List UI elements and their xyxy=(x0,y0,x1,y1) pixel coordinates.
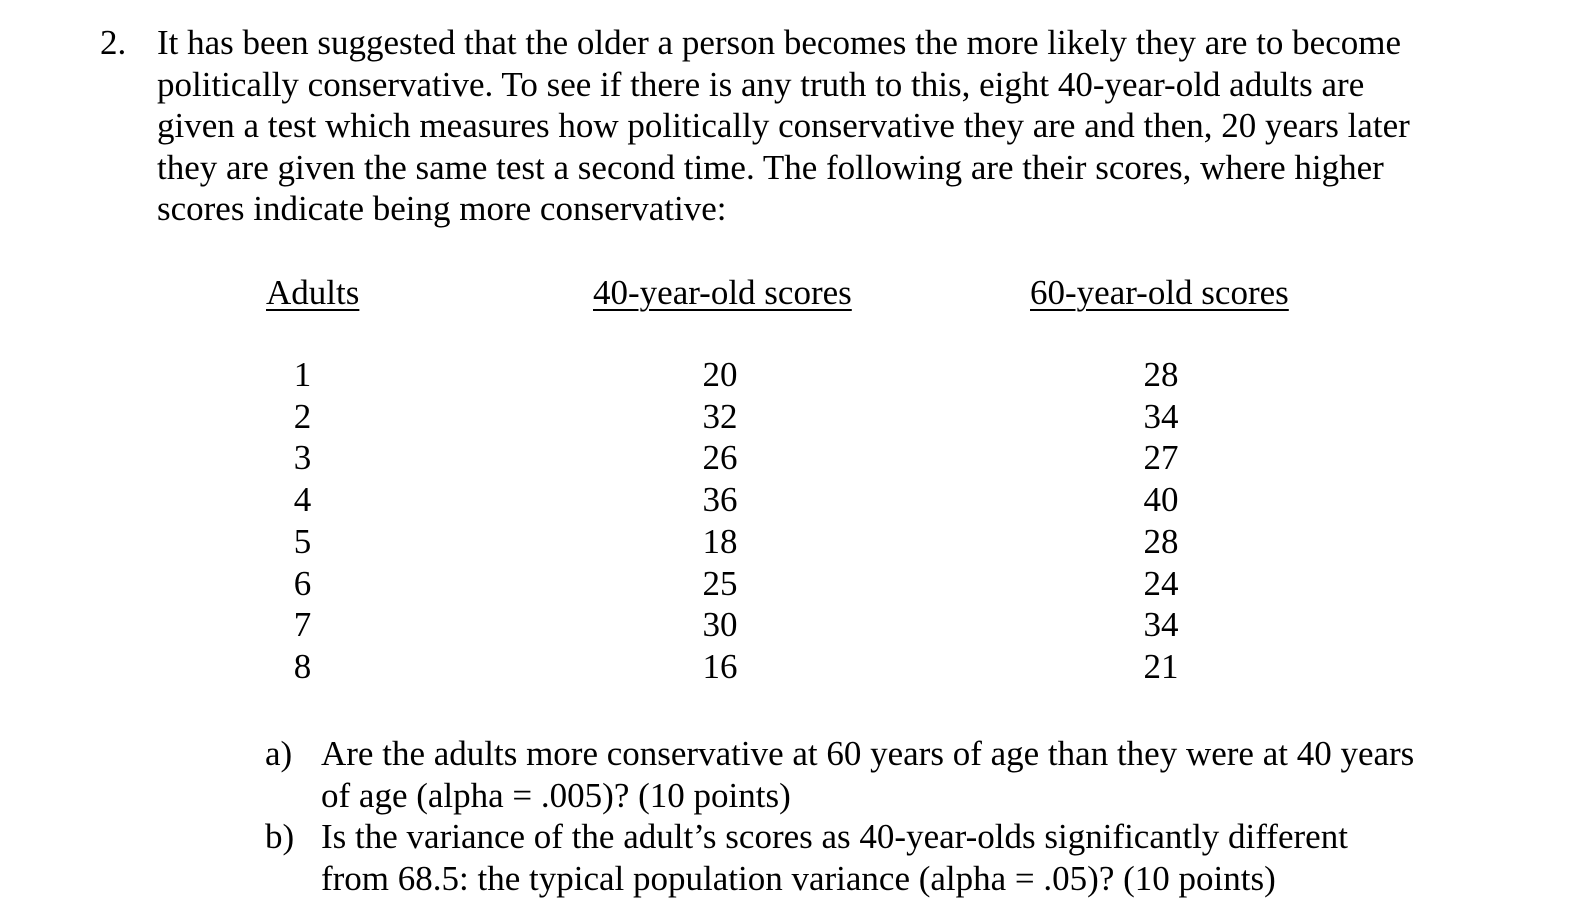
subquestion-line: from 68.5: the typical population variance (alpha = .05)? (10 points) xyxy=(321,858,1276,898)
scores-60-column xyxy=(1030,272,1300,686)
adult-id-cell: 8 xyxy=(293,646,312,686)
score-40-cell: 25 xyxy=(702,563,738,603)
subquestion-list xyxy=(265,733,1555,899)
question-line: given a test which measures how politically conservative they are and then, 20 years later xyxy=(157,106,1410,145)
adult-id-cell: 2 xyxy=(293,396,312,436)
score-60-cell: 27 xyxy=(1143,438,1179,478)
scores-60-header: 60-year-old scores xyxy=(1030,273,1289,312)
subquestion-a xyxy=(265,733,1555,816)
score-60-cell: 34 xyxy=(1143,396,1179,436)
scores-40-header: 40-year-old scores xyxy=(593,273,852,312)
score-40-cell: 36 xyxy=(702,480,738,520)
adult-id-cell: 3 xyxy=(293,438,312,478)
score-60-cell: 21 xyxy=(1143,646,1179,686)
question-line: scores indicate being more conservative: xyxy=(157,189,727,228)
adult-id-cell: 4 xyxy=(293,480,312,520)
adult-id-cell: 5 xyxy=(293,521,312,561)
subquestion-label: a) xyxy=(265,734,293,773)
scores-40-column xyxy=(593,272,863,686)
adult-id-cell: 1 xyxy=(293,355,312,394)
question-number: 2. xyxy=(100,23,127,62)
score-40-cell: 30 xyxy=(702,605,738,645)
score-40-cell: 26 xyxy=(702,438,738,478)
subquestion-b xyxy=(265,816,1555,899)
subquestion-line: Are the adults more conservative at 60 years of age than they were at 40 years xyxy=(321,734,1415,773)
question-line: they are given the same test a second time. The following are their scores, where higher xyxy=(157,147,1384,187)
question-text xyxy=(157,22,1537,230)
adults-column xyxy=(266,272,363,686)
score-40-cell: 16 xyxy=(702,646,738,686)
score-40-cell: 32 xyxy=(702,396,738,436)
question-line: It has been suggested that the older a person becomes the more likely they are to become xyxy=(157,23,1402,62)
scores-60-values xyxy=(1026,354,1296,688)
question-line: politically conservative. To see if there is any truth to this, eight 40-year-old adults are xyxy=(157,64,1365,104)
subquestion-label: b) xyxy=(265,817,295,856)
score-40-cell: 18 xyxy=(702,521,738,561)
adults-values xyxy=(254,354,351,688)
adults-header: Adults xyxy=(266,273,360,312)
score-60-cell: 34 xyxy=(1143,605,1179,645)
score-60-cell: 24 xyxy=(1143,563,1179,603)
subquestion-line: Is the variance of the adult’s scores as 40-year-olds significantly different xyxy=(321,817,1348,856)
scores-40-values xyxy=(585,354,855,688)
score-60-cell: 40 xyxy=(1143,480,1179,520)
score-60-cell: 28 xyxy=(1143,521,1179,561)
score-40-cell: 20 xyxy=(702,355,738,394)
adult-id-cell: 6 xyxy=(293,563,312,603)
subquestion-line: of age (alpha = .005)? (10 points) xyxy=(321,775,791,815)
score-60-cell: 28 xyxy=(1143,355,1179,394)
adult-id-cell: 7 xyxy=(293,605,312,645)
